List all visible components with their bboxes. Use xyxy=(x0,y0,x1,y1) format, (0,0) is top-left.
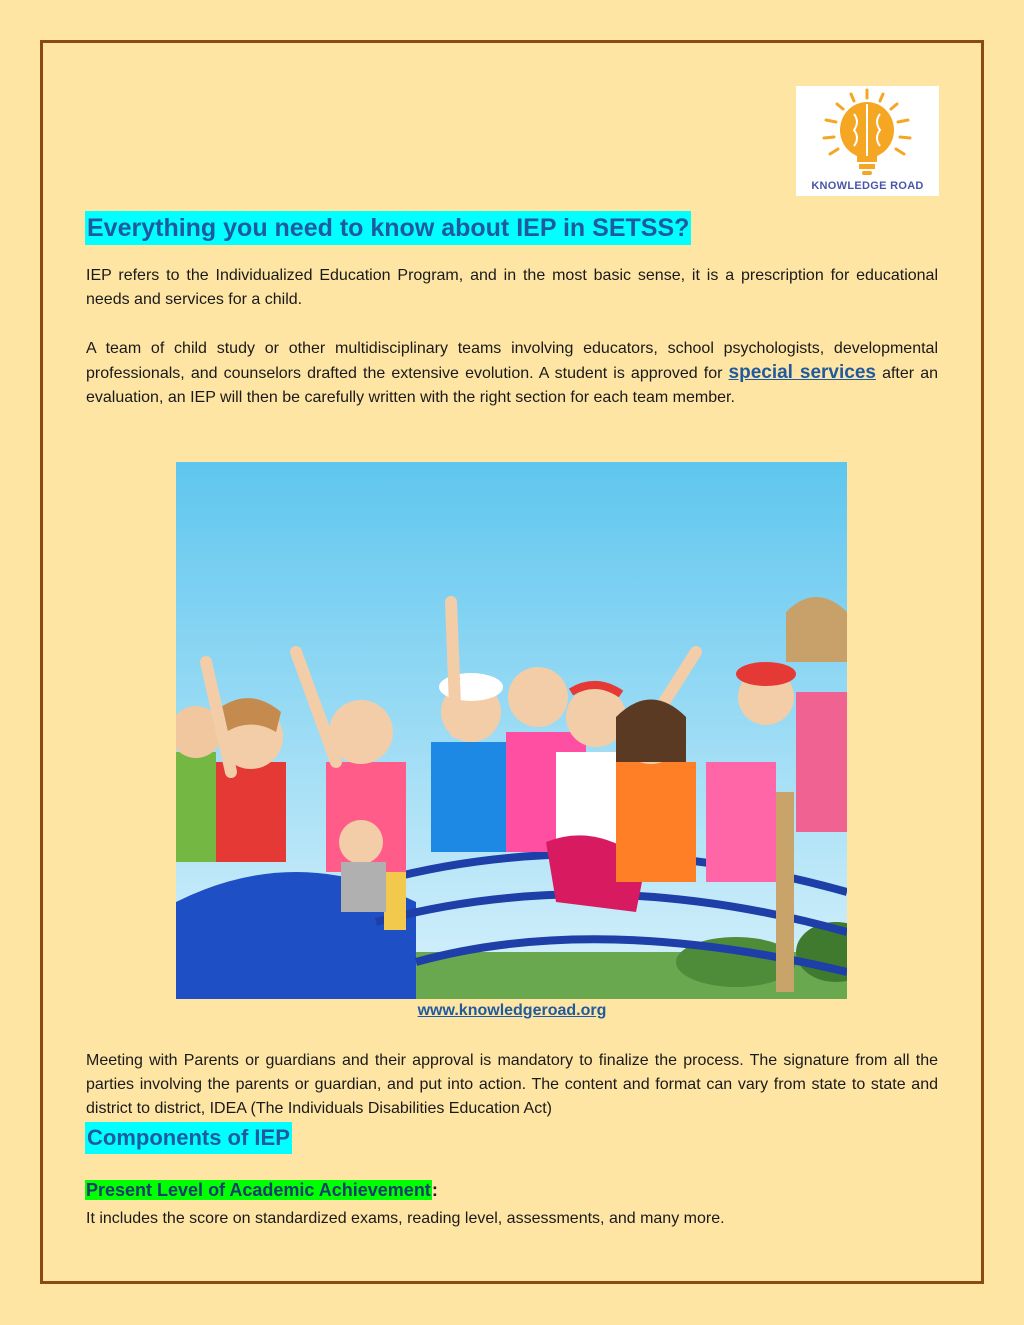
present-level-heading xyxy=(85,1180,438,1201)
knowledge-road-logo[interactable] xyxy=(796,86,939,196)
page-title: Everything you need to know about IEP in SETSS? xyxy=(85,211,691,245)
team-paragraph-text-end: after an evaluation, an IEP will then be carefully written with the right section for each team member. xyxy=(86,365,939,406)
team-paragraph-text: A team of child study or other multidisciplinary teams involving educators, school psychologists, developmental professionals, and counselors drafted the extensive evolution. A student is approved for xyxy=(86,340,938,382)
meeting-paragraph: Meeting with Parents or guardians and their approval is mandatory to finalize the process. The signature from all the parties involving the parents or guardian, and put into action. The content and format can vary from state to state and district to district, IDEA (The Individuals Disabilities Education Act) xyxy=(86,1052,938,1117)
team-paragraph xyxy=(86,337,938,410)
present-level-colon: : xyxy=(431,1180,438,1200)
special-services-link[interactable]: special services xyxy=(728,362,876,383)
logo-text: KNOWLEDGE ROAD xyxy=(811,180,924,192)
brain-lightbulb-icon xyxy=(796,86,939,181)
children-playground-photo xyxy=(176,462,847,999)
website-link[interactable]: www.knowledgeroad.org xyxy=(417,1002,607,1019)
present-level-paragraph: It includes the score on standardized exams, reading level, assessments, and many more. xyxy=(86,1210,725,1227)
intro-paragraph: IEP refers to the Individualized Education Program, and in the most basic sense, it is a prescription for educational needs and services for a child. xyxy=(86,267,938,308)
components-heading: Components of IEP xyxy=(85,1122,292,1154)
present-level-heading-text: Present Level of Academic Achievement xyxy=(86,1180,431,1200)
